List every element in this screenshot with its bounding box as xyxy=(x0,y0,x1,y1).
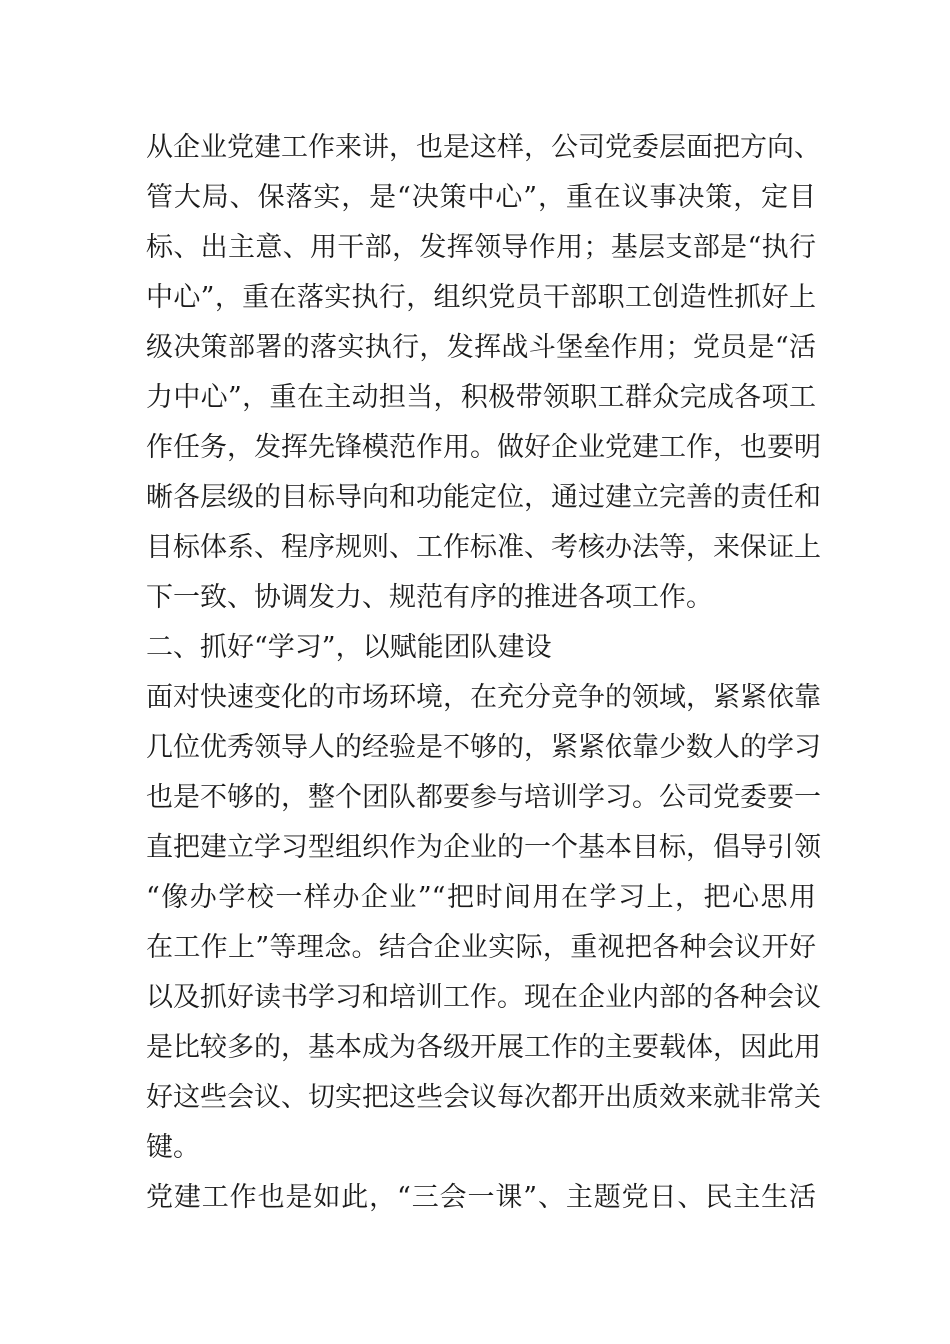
paragraph-line: 也是不够的，整个团队都要参与培训学习。公司党委要一 xyxy=(146,782,821,813)
paragraph-line: “像办学校一样办企业”“把时间用在学习上，把心思用 xyxy=(146,882,816,913)
paragraph-line: 管大局、保落实，是“决策中心”，重在议事决策，定目 xyxy=(146,182,816,213)
paragraph-line: 标、出主意、用干部，发挥领导作用；基层支部是“执行 xyxy=(146,232,816,263)
paragraph-line: 以及抓好读书学习和培训工作。现在企业内部的各种会议 xyxy=(146,982,821,1013)
paragraph-line: 几位优秀领导人的经验是不够的，紧紧依靠少数人的学习 xyxy=(146,732,821,763)
paragraph-line: 直把建立学习型组织作为企业的一个基本目标，倡导引领 xyxy=(146,832,821,863)
paragraph-line: 级决策部署的落实执行，发挥战斗堡垒作用；党员是“活 xyxy=(146,332,816,363)
paragraph-line: 作任务，发挥先锋模范作用。做好企业党建工作，也要明 xyxy=(146,432,821,463)
section-heading: 二、抓好“学习”，以赋能团队建设 xyxy=(146,632,552,663)
paragraph-line: 从企业党建工作来讲，也是这样，公司党委层面把方向、 xyxy=(146,132,821,163)
paragraph-line: 在工作上”等理念。结合企业实际，重视把各种会议开好 xyxy=(146,932,816,963)
paragraph-line: 好这些会议、切实把这些会议每次都开出质效来就非常关 xyxy=(146,1082,821,1113)
paragraph-line: 面对快速变化的市场环境，在充分竞争的领域，紧紧依靠 xyxy=(146,682,821,713)
paragraph-line: 力中心”，重在主动担当，积极带领职工群众完成各项工 xyxy=(146,382,816,413)
paragraph-line: 党建工作也是如此，“三会一课”、主题党日、民主生活 xyxy=(146,1182,816,1213)
paragraph-line: 是比较多的，基本成为各级开展工作的主要载体，因此用 xyxy=(146,1032,821,1063)
paragraph-line: 下一致、协调发力、规范有序的推进各项工作。 xyxy=(146,582,713,613)
paragraph-line: 中心”，重在落实执行，组织党员干部职工创造性抓好上 xyxy=(146,282,816,313)
paragraph-line: 目标体系、程序规则、工作标准、考核办法等，来保证上 xyxy=(146,532,821,563)
paragraph-line: 键。 xyxy=(146,1132,200,1163)
paragraph-line: 晰各层级的目标导向和功能定位，通过建立完善的责任和 xyxy=(146,482,821,513)
